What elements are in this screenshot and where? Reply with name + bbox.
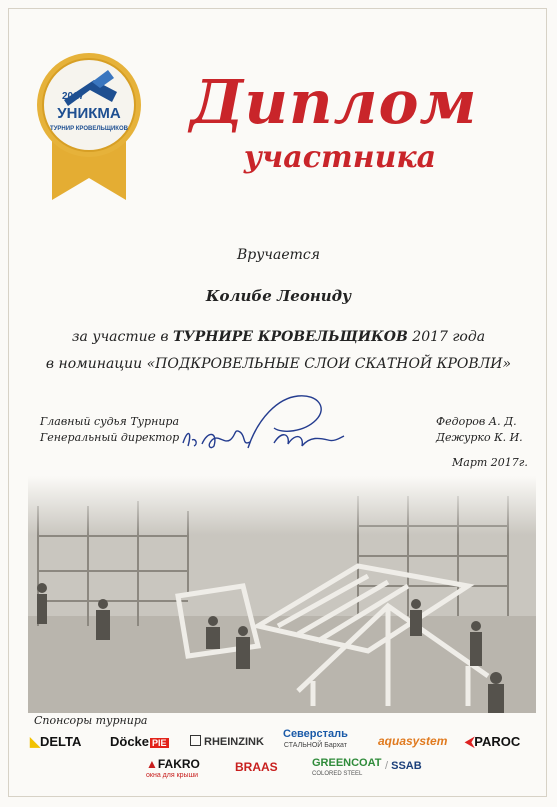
medal-caption: ТУРНИР КРОВЕЛЬЩИКОВ — [50, 126, 128, 132]
unikma-medal-emblem — [22, 0, 157, 200]
participation-suffix: 2017 года — [412, 329, 486, 345]
signatory-titles — [40, 414, 179, 446]
awarded-text: Вручается — [236, 247, 321, 263]
aquasystem-logo: aquasystem — [378, 734, 448, 748]
delta-triangle-icon: ◣ — [30, 734, 40, 749]
participation-event: ТУРНИРЕ КРОВЕЛЬЩИКОВ — [173, 329, 408, 345]
rheinzink-logo: RHEINZINK — [190, 735, 264, 748]
participation-prefix: за участие в — [71, 329, 169, 345]
signatory-names — [436, 414, 523, 446]
general-director-name: Дежурко К. И. — [436, 431, 523, 444]
medal-year: 2017 — [62, 91, 85, 102]
sponsors-label: Спонсоры турнира — [34, 714, 148, 727]
participation-line — [0, 329, 557, 345]
chief-judge-title: Главный судья Турнира — [40, 415, 180, 428]
handwritten-signature — [178, 388, 348, 468]
medal-name: УНИКМА — [57, 105, 121, 122]
chief-judge-name: Федоров А. Д. — [436, 415, 517, 428]
paroc-chevron-icon: ⮜ — [465, 734, 475, 749]
issue-date: Март 2017г. — [452, 456, 528, 469]
rheinzink-square-icon — [190, 735, 201, 746]
diploma-title: Диплом — [190, 68, 478, 138]
ssab-logo: / SSAB — [385, 760, 422, 772]
nomination-line: в номинации «ПОДКРОВЕЛЬНЫЕ СЛОИ СКАТНОЙ КРОВЛИ» — [45, 356, 512, 372]
recipient-name: Колибе Леониду — [205, 287, 352, 305]
tournament-workshop-photo — [28, 476, 536, 713]
severstal-logo: Северсталь СТАЛЬНОЙ Бархат — [283, 728, 348, 749]
ssab-divider: / — [385, 760, 392, 772]
fakro-icon: ▲ — [146, 757, 158, 771]
diploma-subtitle: участника — [243, 140, 437, 175]
delta-logo: ◣DELTA — [30, 734, 82, 749]
braas-logo: BRAAS — [235, 760, 278, 774]
fakro-logo: ▲FAKRO окна для крыши — [146, 757, 200, 779]
paroc-logo: ⮜PAROC — [465, 734, 521, 749]
greencoat-logo: GREENCOAT COLORED STEEL — [312, 757, 382, 777]
docke-logo: Döcke PIE — [110, 734, 167, 749]
general-director-title: Генеральный директор — [40, 431, 180, 444]
